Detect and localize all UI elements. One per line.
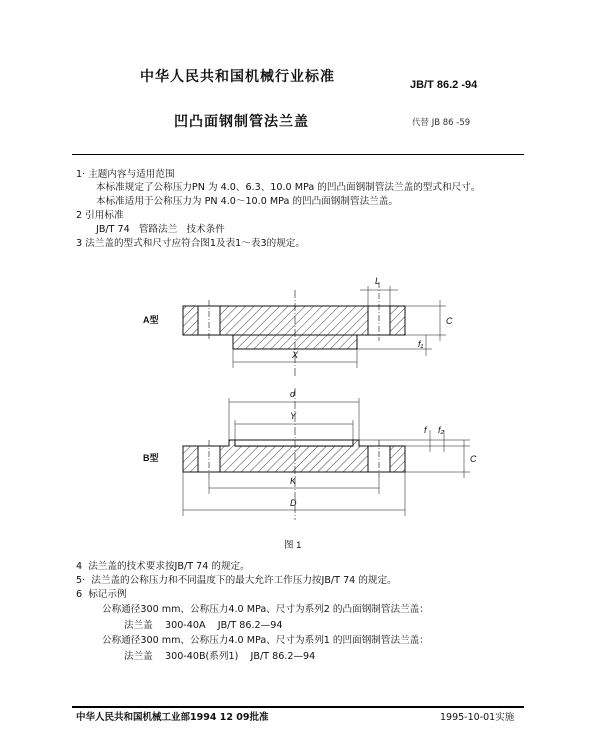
section-6 <box>76 588 127 601</box>
figure-caption: 图 1 <box>284 540 302 551</box>
marking-standard: JB/T 86.2—94 <box>250 651 316 662</box>
footer-divider <box>72 706 524 708</box>
type-a-section <box>183 282 446 378</box>
type-a-label: A型 <box>143 315 159 325</box>
document-title: 凹凸面钢制管法兰盖 <box>174 114 309 130</box>
marking-code: 300-40A <box>164 620 206 631</box>
reference-condition: 技术条件 <box>186 224 225 235</box>
dim-label-C-a: C <box>446 316 453 326</box>
section-title: 引用标准 <box>85 210 124 221</box>
example-1-description: 公称通径300 mm、公称压力4.0 MPa、尺寸为系列2 的凸面钢制管法兰盖： <box>102 604 429 615</box>
section-number: 2 <box>76 210 83 221</box>
section-title: 法兰盖的型式和尺寸应符合图1及表1～表3的规定。 <box>85 238 305 249</box>
dim-label-L: L <box>375 276 381 286</box>
section-1-line-1: 本标准规定了公称压力PN 为 4.0、6.3、10.0 MPa 的凹凸面钢制管法兰盖的型式和尺寸。 <box>96 182 481 193</box>
dim-label-K: K <box>290 476 297 486</box>
type-b-label: B型 <box>143 453 159 463</box>
section-title: 主题内容与适用范围 <box>88 169 175 180</box>
section-number: 5· <box>76 575 86 586</box>
marking-standard: JB/T 86.2—94 <box>217 620 283 631</box>
marking-label: 法兰盖 <box>124 620 153 631</box>
effective-date: 1995-10-01实施 <box>440 712 515 723</box>
industry-standard-heading: 中华人民共和国机械行业标准 <box>140 69 335 85</box>
type-b-section <box>183 388 470 520</box>
dim-label-X: X <box>292 350 299 360</box>
section-1-line-2: 本标准适用于公称压力为 PN 4.0～10.0 MPa 的凹凸面钢制管法兰盖。 <box>96 196 398 207</box>
dim-label-f2: f₂ <box>438 425 444 435</box>
dim-label-Y: Y <box>290 411 297 421</box>
dim-label-d: d <box>290 389 296 399</box>
example-2-description: 公称通径300 mm、公称压力4.0 MPa、尺寸为系列1 的凹面钢制管法兰盖： <box>102 635 429 646</box>
section-4 <box>76 560 250 573</box>
marking-code: 300-40B(系列1) <box>164 651 239 662</box>
section-number: 3 <box>76 238 83 249</box>
dim-label-f1: f₁ <box>418 339 424 349</box>
section-number: 1· <box>76 169 86 180</box>
section-text: 法兰盖的技术要求按JB/T 74 的规定。 <box>88 561 250 572</box>
standard-number: JB/T 86.2 -94 <box>410 79 478 91</box>
dim-label-C-b: C <box>470 454 477 464</box>
reference-code: JB/T 74 <box>96 224 130 235</box>
section-text: 法兰盖的公称压力和不同温度下的最大允许工作压力按JB/T 74 的规定。 <box>91 575 397 586</box>
example-2-marking <box>124 650 315 663</box>
approval-line: 中华人民共和国机械工业部1994 12 09批准 <box>76 712 269 723</box>
marking-label: 法兰盖 <box>124 651 153 662</box>
example-1-marking <box>124 619 282 632</box>
section-number: 6 <box>76 589 83 600</box>
section-text: 标记示例 <box>88 589 127 600</box>
section-number: 4 <box>76 561 83 572</box>
replaces-note: 代替 JB 86 -59 <box>412 118 471 128</box>
section-5 <box>76 574 397 587</box>
dim-label-f: f <box>424 425 427 435</box>
reference-name: 管路法兰 <box>138 224 178 235</box>
dim-label-D: D <box>290 498 297 508</box>
